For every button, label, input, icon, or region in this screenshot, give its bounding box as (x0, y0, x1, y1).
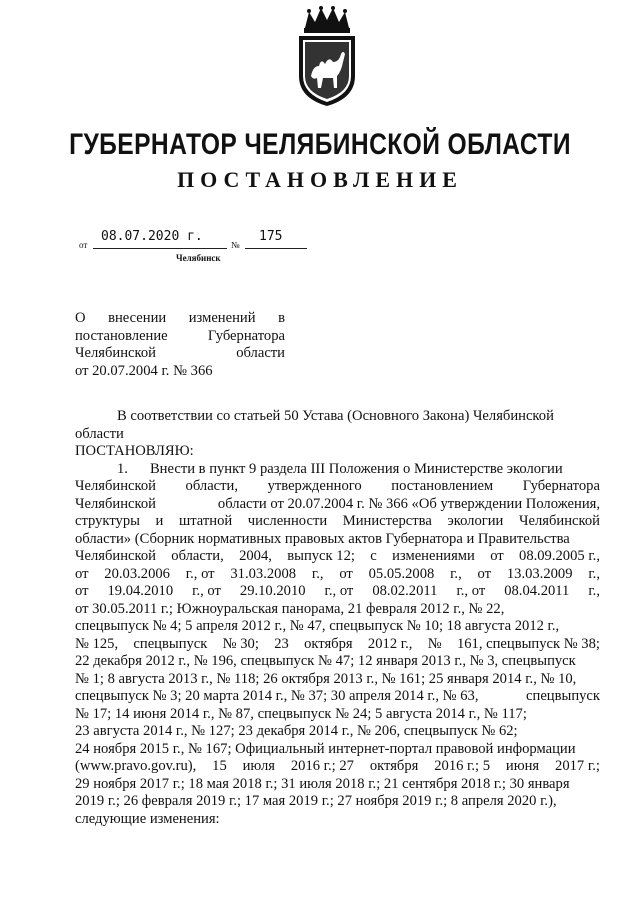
body-text: спецвыпуск (133, 635, 208, 652)
body-text: Челябинской (75, 478, 156, 494)
document-date: 08.07.2020 г. (101, 229, 203, 244)
body-line (75, 496, 600, 514)
body-text: от (339, 565, 353, 582)
document-body (75, 408, 600, 828)
body-line (75, 583, 600, 601)
body-text: от (75, 565, 89, 582)
decree-line (75, 443, 600, 461)
body-text: 31.03.2008 (230, 565, 297, 582)
body-text: г., от (185, 565, 215, 582)
subject-word: Губернатора (207, 327, 285, 344)
subject-line (75, 363, 285, 381)
body-text: 1. (117, 460, 128, 477)
body-text: № 1; 8 августа 2013 г., № 118; 26 октября 2013 г., № 161; 25 января 2014 г., № 10, (75, 670, 577, 687)
body-text: Министерства (342, 513, 432, 529)
body-text: 13.03.2009 (506, 565, 573, 582)
body-text: спецвыпуск № 3; 20 марта 2014 г., № 37; 30 апреля 2014 г., № 63, (75, 688, 479, 704)
body-text: спецвыпуск (526, 688, 600, 704)
body-text: 24 ноября 2015 г., № 167; Официальный интернет-портал правовой информации (75, 740, 576, 757)
body-text: г., от (192, 583, 221, 599)
authority-title: ГУБЕРНАТОР ЧЕЛЯБИНСКОЙ ОБЛАСТИ (69, 128, 571, 161)
subject-word: О (75, 310, 86, 326)
body-text: области» (Сборник нормативных правовых актов Губернатора и Правительства (75, 530, 570, 547)
subject-word: внесении (108, 310, 167, 326)
body-text: штатной (178, 513, 233, 529)
body-text: 22 декабря 2012 г., № 196, спецвыпуск № 47; 12 января 2013 г., № 3, спецвыпуск (75, 653, 576, 669)
body-text: Внести в пункт 9 раздела III Положения о Министерстве экологии (149, 460, 563, 477)
body-line (75, 461, 600, 479)
subject-word: изменений (188, 310, 256, 326)
body-text: 08.04.2011 (504, 583, 570, 599)
subject-line (75, 345, 285, 363)
body-text: 19.04.2010 (107, 583, 174, 599)
body-text: 08.09.2005 г., (519, 548, 600, 564)
body-text: 20.03.2006 (104, 565, 170, 582)
body-text: области, (185, 478, 238, 494)
body-text: 29 ноября 2017 г.; 18 мая 2018 г.; 31 июля 2018 г.; 21 сентября 2018 г.; 30 января (75, 775, 570, 792)
subject-word: постановление (75, 327, 168, 344)
body-text: г., (311, 565, 324, 582)
body-text: июля (242, 758, 275, 774)
body-text: от (75, 583, 89, 599)
document-number: 175 (259, 229, 283, 244)
body-text: выпуск 12; (287, 548, 355, 564)
subject-word: Челябинской (75, 345, 156, 362)
number-underline (245, 248, 307, 249)
body-text: 23 (274, 635, 289, 652)
date-underline (93, 248, 227, 249)
body-text: и (155, 513, 164, 529)
date-label: от (79, 240, 88, 250)
subject-line (75, 328, 285, 346)
body-text: 2017 г.; (555, 758, 600, 774)
preamble-text: области (75, 425, 124, 442)
decree-text: ПОСТАНОВЛЯЮ: (75, 443, 194, 459)
body-text: г., от (456, 583, 486, 599)
body-text: № (427, 635, 442, 652)
body-line (75, 758, 600, 776)
city-label: Челябинск (176, 253, 221, 263)
body-line (75, 776, 600, 794)
body-line (75, 793, 600, 811)
body-text: июня (505, 758, 540, 774)
body-text: структуры (75, 513, 140, 529)
body-text: 2004, (239, 548, 272, 564)
body-line (75, 531, 600, 549)
body-text: 29.10.2010 (239, 583, 306, 599)
body-text: от (477, 565, 492, 582)
body-line (75, 618, 600, 636)
body-text: постановлением (391, 478, 494, 494)
body-text: 15 (212, 758, 227, 774)
subject-word: в (278, 310, 285, 326)
body-text: области от 20.07.2004 г. № 366 «Об утверждении Положения, (217, 495, 600, 512)
preamble-text: В соответствии со статьей 50 Устава (Основного Закона) Челябинской (117, 408, 554, 424)
body-text: Челябинской (75, 495, 156, 512)
body-text: 2016 г.; 27 (290, 758, 354, 774)
body-line (75, 513, 600, 531)
body-line (75, 636, 600, 654)
body-text: г., (588, 583, 600, 599)
body-text: октября (369, 758, 419, 774)
subject-word: области (236, 345, 285, 362)
body-line (75, 601, 600, 619)
body-text: области, (171, 548, 224, 564)
body-text: численности (247, 513, 328, 529)
body-line (75, 706, 600, 724)
body-text: октября (304, 635, 353, 652)
body-paragraph (75, 461, 600, 829)
body-line (75, 811, 600, 829)
body-line (75, 688, 600, 706)
body-text: 2019 г.; 26 февраля 2019 г.; 17 мая 2019 г.; 27 ноября 2019 г.; 8 апреля 2020 г.), (75, 793, 557, 809)
body-text: изменениями (392, 548, 475, 564)
body-text: Губернатора (522, 478, 600, 494)
body-text: г., (588, 565, 600, 582)
body-line (75, 653, 600, 671)
document-type-title: ПОСТАНОВЛЕНИЕ (177, 167, 463, 192)
body-text: спецвыпуск № 4; 5 апреля 2012 г., № 47, спецвыпуск № 10; 18 августа 2012 г., (75, 618, 560, 634)
body-line (75, 671, 600, 689)
body-text: № 17; 14 июня 2014 г., № 87, спецвыпуск № 24; 5 августа 2014 г., № 117; (75, 705, 527, 722)
body-text: № 30; (222, 635, 259, 652)
body-line (75, 566, 600, 584)
body-text: 2016 г.; 5 (434, 758, 491, 774)
body-text: от 30.05.2011 г.; Южноуральская панорама, 21 февраля 2012 г., № 22, (75, 600, 505, 617)
body-text: г., от (324, 583, 354, 599)
body-text: № 125, (75, 635, 119, 652)
body-text: 08.02.2011 (372, 583, 438, 599)
body-text: с (370, 548, 377, 564)
number-label: № (231, 240, 240, 250)
body-text: 23 августа 2014 г., № 127; 23 декабря 2014 г., № 206, спецвыпуск № 62; (75, 723, 518, 739)
subject-word: от 20.07.2004 г. № 366 (75, 363, 213, 380)
body-text: г., (450, 565, 462, 582)
body-text: Челябинской (75, 548, 156, 564)
body-line (75, 723, 600, 741)
body-text: от (490, 548, 504, 564)
body-line (75, 478, 600, 496)
body-line (75, 741, 600, 759)
body-text: следующие изменения: (75, 810, 220, 827)
body-text: утвержденного (267, 478, 362, 494)
preamble-line (75, 408, 600, 426)
body-text: экологии (447, 513, 504, 529)
preamble-line (75, 426, 600, 444)
document-subject (75, 310, 285, 381)
subject-line (75, 310, 285, 328)
body-text: (www.pravo.gov.ru), (75, 758, 197, 774)
body-text: 05.05.2008 (368, 565, 435, 582)
coat-of-arms-emblem (291, 6, 363, 108)
body-line (75, 548, 600, 566)
body-text: 161, спецвыпуск № 38; (456, 635, 600, 652)
body-text: 2012 г., (367, 635, 413, 652)
body-text: Челябинской (519, 513, 600, 529)
